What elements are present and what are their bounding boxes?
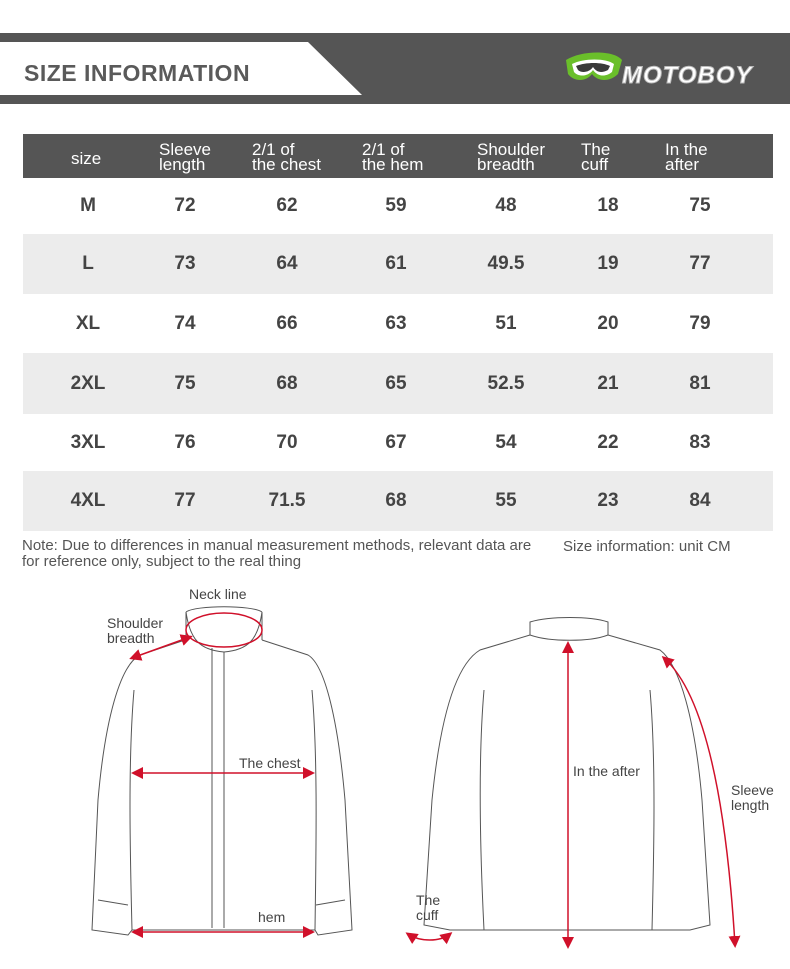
column-header-cuff: The cuff — [581, 140, 611, 174]
cell-hem: 61 — [385, 253, 407, 274]
table-row — [23, 294, 773, 353]
cell-cuff: 20 — [597, 312, 619, 334]
table-row — [23, 414, 773, 471]
cell-hem: 67 — [385, 431, 407, 453]
cell-shoulder-breadth: 52.5 — [487, 372, 525, 394]
cell-chest: 70 — [276, 431, 298, 453]
column-header-shoulder-breadth: Shoulder breadth — [477, 140, 546, 174]
cell-shoulder-breadth: 51 — [495, 312, 517, 334]
cell-shoulder-breadth: 49.5 — [487, 253, 525, 274]
cell-in-the-after: 83 — [689, 431, 711, 453]
cell-chest: 66 — [276, 312, 298, 334]
cell-size: 3XL — [70, 431, 106, 453]
cell-shoulder-breadth: 55 — [495, 490, 517, 511]
front-jacket-outline — [92, 607, 352, 935]
goggles-icon — [566, 53, 622, 81]
table-row — [23, 471, 773, 531]
cell-hem: 63 — [385, 312, 407, 334]
cell-size: 2XL — [70, 372, 106, 394]
sleeve-length-label: Sleeve length — [731, 782, 774, 813]
shoulder-breadth-label: Shoulder breadth — [107, 615, 164, 646]
column-header-hem: 2/1 of the hem — [362, 140, 424, 174]
cell-chest: 64 — [276, 253, 298, 274]
cell-size: XL — [75, 312, 101, 334]
in-the-after-label: In the after — [573, 763, 640, 779]
cell-cuff: 18 — [597, 195, 619, 216]
cell-chest: 68 — [276, 372, 298, 394]
cell-in-the-after: 81 — [689, 372, 711, 394]
table-row — [23, 178, 773, 234]
cell-sleeve-length: 77 — [174, 490, 196, 511]
cell-size: 4XL — [70, 490, 106, 511]
column-header-size: size — [71, 149, 102, 168]
table-header — [23, 134, 773, 178]
cell-cuff: 21 — [597, 372, 619, 394]
cell-cuff: 23 — [597, 490, 619, 511]
cell-sleeve-length: 76 — [174, 431, 196, 453]
sleeve-length-arrow — [664, 658, 735, 945]
cell-in-the-after: 79 — [689, 312, 711, 334]
cell-in-the-after: 84 — [689, 490, 711, 511]
column-header-sleeve-length: Sleeve length — [159, 140, 211, 174]
table-row — [23, 234, 773, 294]
neck-line-label: Neck line — [189, 586, 247, 602]
cell-hem: 65 — [385, 372, 407, 394]
jacket-measurement-diagram — [0, 580, 790, 969]
page-title: SIZE INFORMATION — [24, 60, 251, 86]
cell-chest: 62 — [276, 195, 298, 216]
neck-line-marker — [186, 613, 262, 647]
column-header-in-the-after: In the after — [665, 140, 708, 174]
column-header-chest: 2/1 of the chest — [252, 140, 321, 174]
unit-note: Size information: unit CM — [563, 538, 731, 555]
cell-in-the-after: 77 — [689, 253, 711, 274]
cell-sleeve-length: 75 — [174, 372, 196, 394]
cell-cuff: 22 — [597, 431, 619, 453]
cell-in-the-after: 75 — [689, 195, 711, 216]
cell-size: M — [80, 195, 96, 216]
cuff-arrow — [408, 934, 450, 940]
hem-label: hem — [258, 909, 286, 925]
back-jacket-outline — [424, 618, 710, 931]
cell-shoulder-breadth: 48 — [495, 195, 517, 216]
cuff-label: The cuff — [416, 892, 441, 923]
cell-sleeve-length: 73 — [174, 253, 196, 274]
cell-hem: 59 — [385, 195, 407, 216]
cell-shoulder-breadth: 54 — [495, 431, 517, 453]
cell-chest: 71.5 — [268, 490, 306, 511]
cell-sleeve-length: 74 — [174, 312, 196, 334]
measurement-note: Note: Due to differences in manual measurement methods, relevant data are for reference only, subject to the real thing — [22, 537, 532, 570]
cell-sleeve-length: 72 — [174, 195, 196, 216]
chest-label: The chest — [239, 755, 301, 771]
table-row — [23, 353, 773, 414]
cell-cuff: 19 — [597, 253, 619, 274]
cell-size: L — [82, 253, 94, 274]
brand-name: MOTOBOY — [622, 62, 753, 89]
cell-hem: 68 — [385, 490, 407, 511]
